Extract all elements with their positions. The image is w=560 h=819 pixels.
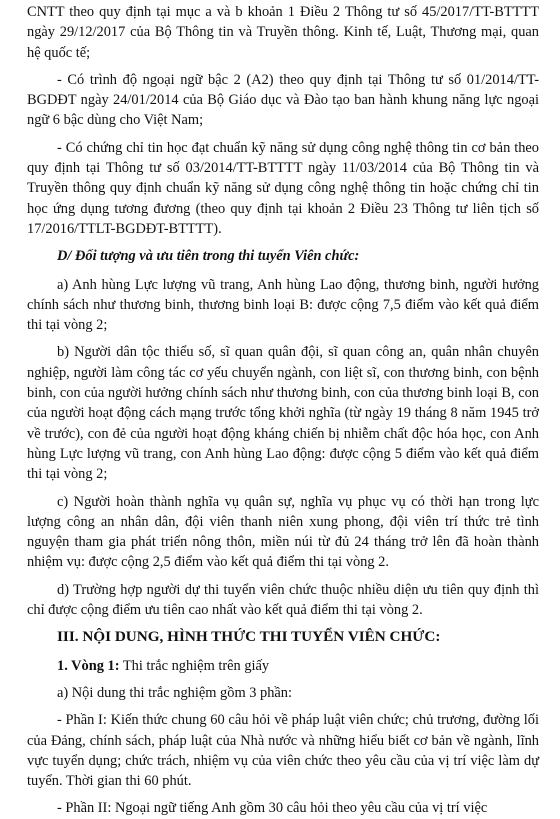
- section-heading-exam-content: III. NỘI DUNG, HÌNH THỨC THI TUYỂN VIÊN CHỨC:: [57, 628, 441, 646]
- paragraph-it-requirement: - Có chứng chỉ tin học đạt chuẩn kỹ năng sử dụng công nghệ thông tin cơ bản theo quy định tại Thông tư số 03/2014/TT-BTTTT ngày 11/03/2014 của Bộ Thông tin và Truyền thông quy định chuẩn kỹ năng sử dụng công nghệ thông tin hoặc chứng chỉ tin học ứng dụng tương đương (theo quy định tại khoản 2 Điều 23 Thông tư liên tịch số 17/2016/TTLT-BGDĐT-BTTTT).: [27, 139, 539, 237]
- paragraph-language-requirement: - Có trình độ ngoại ngữ bậc 2 (A2) theo quy định tại Thông tư số 01/2014/TT-BGDĐT ngày 24/01/2014 của Bộ Giáo dục và Đào tạo ban hành khung năng lực ngoại ngữ 6 bậc dùng cho Việt Nam;: [27, 71, 539, 129]
- paragraph-priority-a: a) Anh hùng Lực lượng vũ trang, Anh hùng Lao động, thương binh, người hưởng chính sách như thương binh, thương binh loại B: được cộng 7,5 điểm vào kết quả điểm thi tại vòng 2;: [27, 276, 539, 334]
- round-1-label: 1. Vòng 1:: [57, 657, 120, 674]
- paragraph-exam-content: a) Nội dung thi trắc nghiệm gồm 3 phần:: [57, 684, 293, 701]
- section-heading-priority: D/ Đối tượng và ưu tiên trong thi tuyển Viên chức:: [57, 248, 360, 265]
- paragraph-round-1: [27, 656, 539, 676]
- paragraph-priority-c: c) Người hoàn thành nghĩa vụ quân sự, nghĩa vụ phục vụ có thời hạn trong lực lượng công an nhân dân, đội viên thanh niên xung phong, đội viên trí thức trẻ tình nguyện tham gia phát triển nông thôn, miền núi từ đủ 24 tháng trở lên đã hoàn thành nhiệm vụ: được cộng 2,5 điểm vào kết quả điểm thi tại vòng 2.: [27, 493, 539, 571]
- round-1-text: Thi trắc nghiệm trên giấy: [119, 657, 270, 674]
- paragraph-part-2: - Phần II: Ngoại ngữ tiếng Anh gồm 30 câu hỏi theo yêu cầu của vị trí việc: [57, 800, 488, 817]
- paragraph-part-1: - Phần I: Kiến thức chung 60 câu hỏi về pháp luật viên chức; chủ trương, đường lối của Đảng, chính sách, pháp luật của Nhà nước và những hiểu biết cơ bản về ngành, lĩnh vực tuyển dụng; chức trách, nhiệm vụ của viên chức theo yêu cầu của vị trí việc làm dự tuyển. Thời gian thi 60 phút.: [27, 712, 539, 790]
- paragraph-priority-b: b) Người dân tộc thiểu số, sĩ quan quân đội, sĩ quan công an, quân nhân chuyên nghiệp, người làm công tác cơ yếu chuyển ngành, con liệt sĩ, con thương binh, con bệnh binh, con của người hưởng chính sách như thương binh, con của thương binh loại B, con của người hoạt động cách mạng trước tổng khởi nghĩa (từ ngày 19 tháng 8 năm 1945 trở về trước), con đẻ của người hoạt động kháng chiến bị nhiễm chất độc hóa học, con Anh hùng Lực lượng vũ trang, con Anh hùng Lao động: được cộng 5 điểm vào kết quả điểm thi tại vòng 2;: [27, 344, 539, 483]
- paragraph-priority-d: d) Trường hợp người dự thi tuyển viên chức thuộc nhiều diện ưu tiên quy định thì chỉ được cộng điểm ưu tiên cao nhất vào kết quả điểm thi tại vòng 2.: [27, 581, 539, 619]
- paragraph-intro: CNTT theo quy định tại mục a và b khoản 1 Điều 2 Thông tư số 45/2017/TT-BTTTT ngày 29/12/2017 của Bộ Thông tin và Truyền thông. Kinh tế, Luật, Thương mại, quan hệ quốc tế;: [27, 4, 539, 61]
